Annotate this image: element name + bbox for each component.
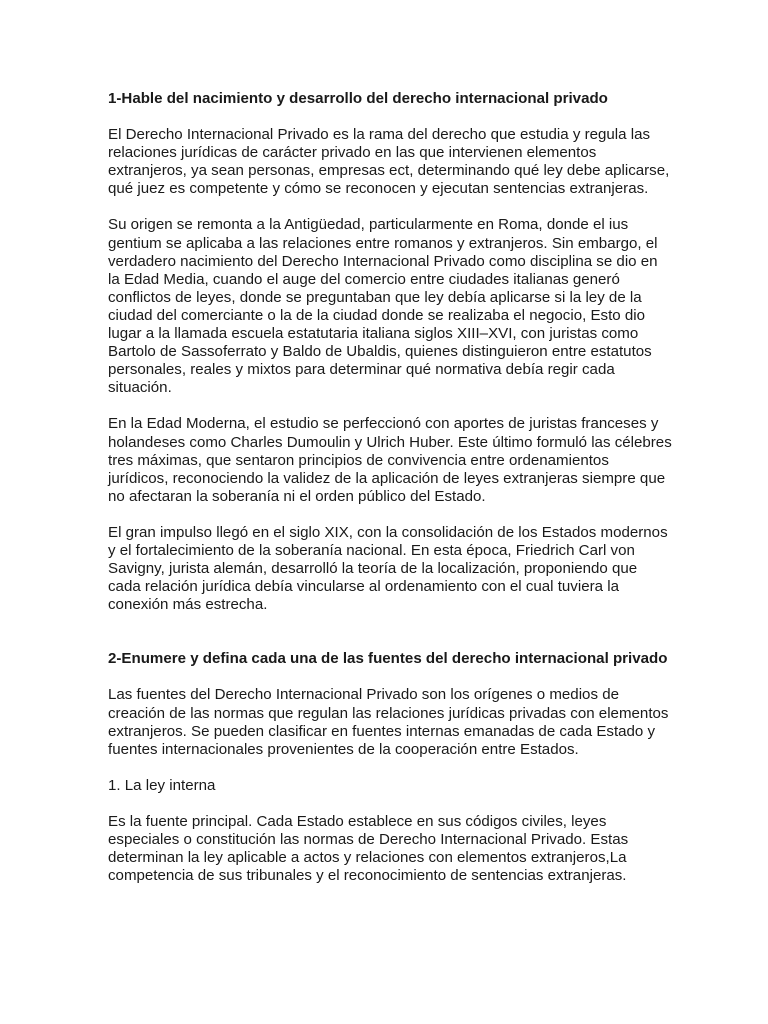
section-1-paragraph-3: En la Edad Moderna, el estudio se perfeccionó con aportes de juristas franceses y holandeses como Charles Dumoulin y Ulrich Huber. Este último formuló las célebres tres máximas, que sentaron principios de convivencia entre ordenamientos jurídicos, reconociendo la validez de la aplicación de leyes extranjeras siempre que no afectaran la soberanía ni el orden público del Estado. — [108, 415, 672, 505]
section-2-item-1-text: Es la fuente principal. Cada Estado establece en sus códigos civiles, leyes especiales o constitución las normas de Derecho Internacional Privado. Estas determinan la ley aplicable a actos y relaciones con elementos extranjeros,La competencia de sus tribunales y el reconocimiento de sentencias extranjeras. — [108, 812, 629, 885]
section-1-paragraph-4: El gran impulso llegó en el siglo XIX, con la consolidación de los Estados modernos y el fortalecimiento de la soberanía nacional. En esta época, Friedrich Carl von Savigny, jurista alemán, desarrolló la teoría de la localización, proponiendo que cada relación jurídica debía vincularse al ordenamiento con el cual tuviera la conexión más estrecha. — [108, 523, 668, 614]
section-1-paragraph-2: Su origen se remonta a la Antigüedad, particularmente en Roma, donde el ius gentium se aplicaba a las relaciones entre romanos y extranjeros. Sin embargo, el verdadero nacimiento del Derecho Internacional Privado como disciplina se dio en la Edad Media, cuando el auge del comercio entre ciudades italianas generó conflictos de leyes, donde se preguntaban que ley debía aplicarse si la ley de la ciudad del comerciante o la de la ciudad donde se realizaba el negocio, Esto dio lugar a la llamada escuela estatutaria italiana siglos XIII–XVI, con juristas como Bartolo de Sassoferrato y Baldo de Ubaldis, quienes distinguieron entre estatutos personales, reales y mixtos para determinar qué normativa debía regir cada situación. — [108, 216, 658, 397]
section-2-intro: Las fuentes del Derecho Internacional Privado son los orígenes o medios de creación de las normas que regulan las relaciones jurídicas privadas con elementos extranjeros. Se pueden clasificar en fuentes internas emanadas de cada Estado y fuentes internacionales provenientes de la cooperación entre Estados. — [108, 686, 669, 758]
section-1-heading: 1-Hable del nacimiento y desarrollo del derecho internacional privado — [108, 90, 608, 107]
section-1-paragraph-1: El Derecho Internacional Privado es la rama del derecho que estudia y regula las relaciones jurídicas de carácter privado en las que intervienen elementos extranjeros, ya sean personas, empresas ect, determinando qué ley debe aplicarse, qué juez es competente y cómo se reconocen y ejecutan sentencias extranjeras. — [108, 126, 670, 198]
section-2-heading: 2-Enumere y defina cada una de las fuentes del derecho internacional privado — [108, 650, 668, 668]
section-2-item-1-title: 1. La ley interna — [108, 776, 216, 794]
